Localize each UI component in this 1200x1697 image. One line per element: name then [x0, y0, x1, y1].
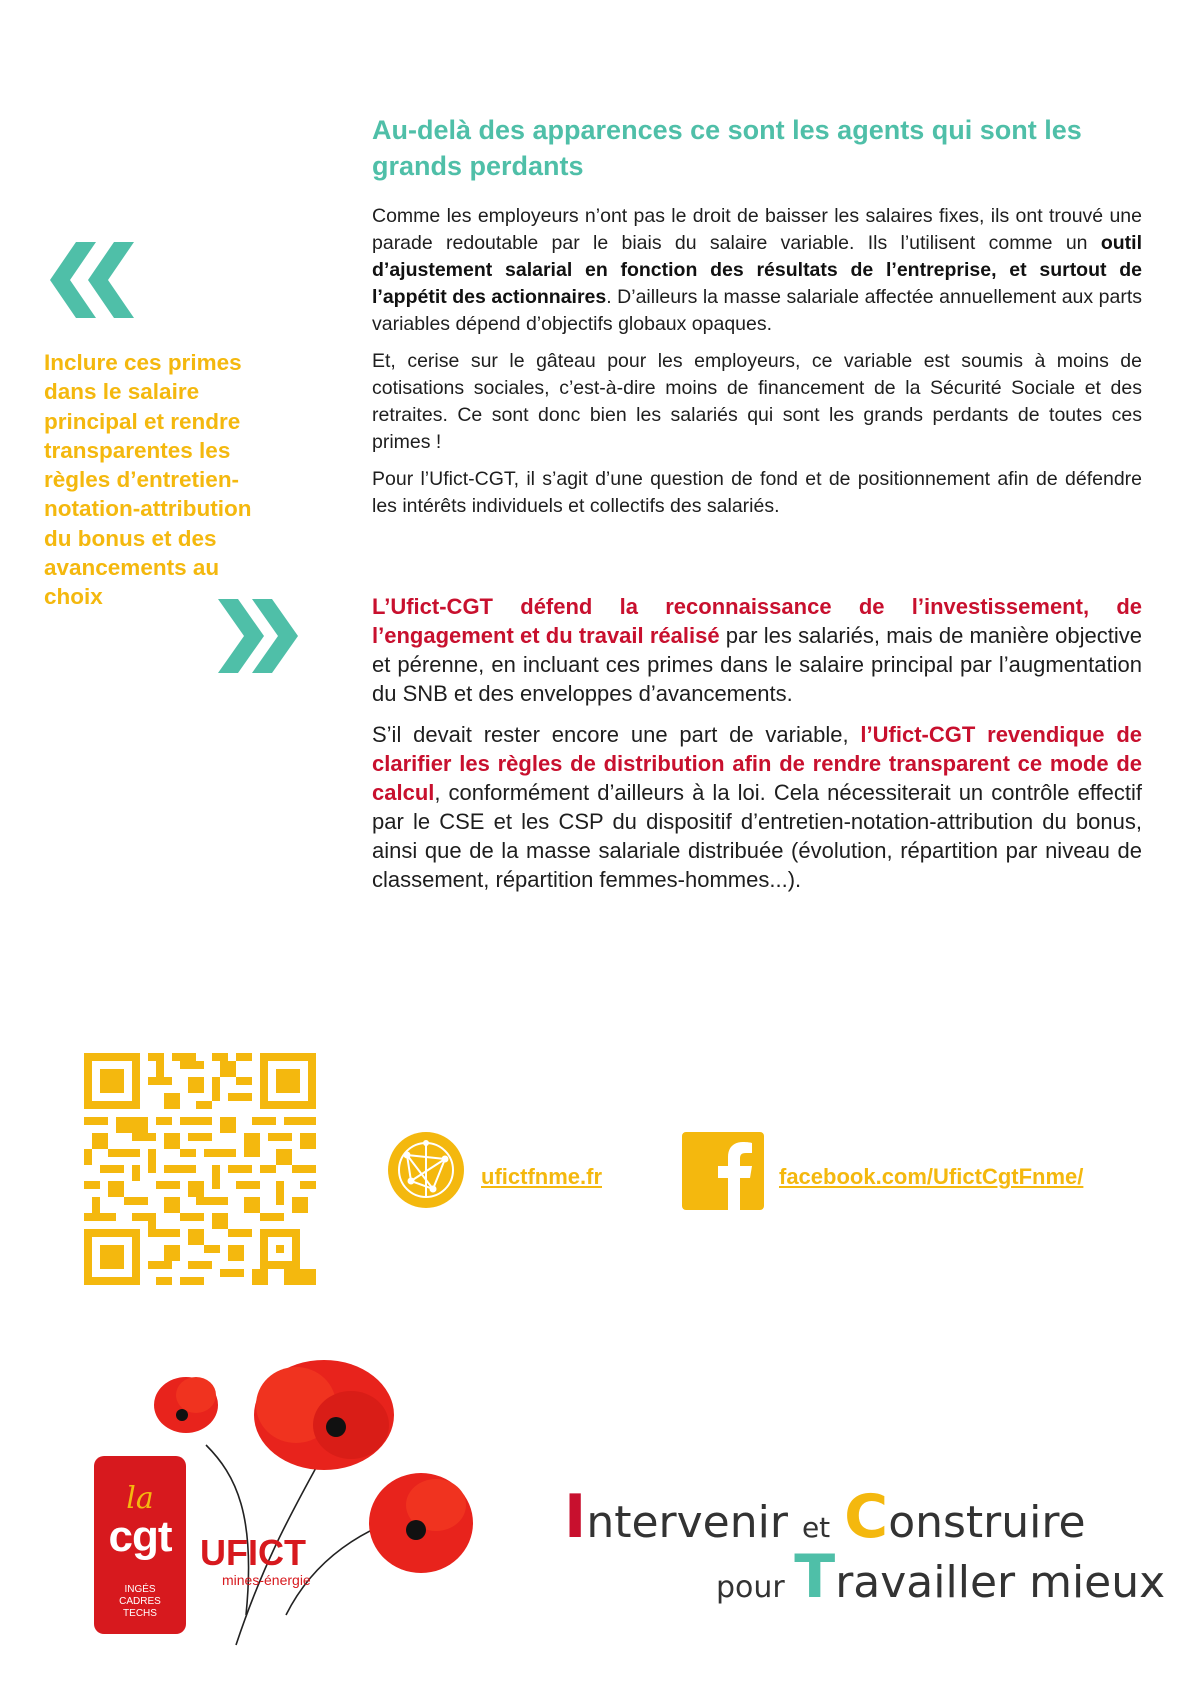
paragraph-recognition — [372, 592, 1142, 708]
slogan-word: ravailler mieux — [835, 1557, 1166, 1608]
globe-network-icon[interactable] — [387, 1131, 465, 1209]
cgt-wordmark: cgt — [108, 1512, 172, 1561]
text-span: Comme les employeurs n’ont pas le droit de baisser les salaires fixes, ils ont trouvé une parade redoutable par le biais du salaire variable. Ils l’utilisent comme un — [372, 205, 1142, 254]
cgt-logo — [94, 1456, 186, 1634]
slogan-connector: et — [801, 1511, 831, 1544]
highlight-text: L’Ufict-CGT défend la reconnaissance de l’investissement, de l’engagement et du travail réalisé — [372, 594, 1142, 648]
open-quote-icon — [48, 240, 138, 330]
cgt-sub-line: CADRES — [119, 1596, 161, 1607]
paragraph-transparency — [372, 720, 1142, 894]
text-span: S’il devait rester encore une part de variable, — [372, 722, 861, 747]
emphasis-text: outil d’ajustement salarial en fonction des résultats de l’entreprise, et surtout de l’appétit des actionnaires — [372, 232, 1142, 308]
cgt-subtitle — [94, 1584, 186, 1620]
slogan-word: ntervenir — [586, 1497, 802, 1548]
highlight-text: l’Ufict-CGT revendique de clarifier les règles de distribution afin de rendre transparent ce mode de calcul — [372, 722, 1142, 805]
article-heading: Au-delà des apparences ce sont les agents qui sont les grands perdants — [372, 115, 1082, 181]
facebook-link[interactable]: facebook.com/UfictCgtFnme/ — [779, 1164, 1084, 1189]
paragraph-cotisations: Et, cerise sur le gâteau pour les employeurs, ce variable est soumis à moins de cotisations sociales, c’est-à-dire moins de financement de la Sécurité Sociale et des retraites. Ce sont donc bien les salariés qui sont les grands perdants de toutes ces primes ! — [372, 350, 1142, 453]
paragraph-salary-variable — [372, 203, 1142, 338]
facebook-icon[interactable] — [682, 1132, 764, 1210]
article-body-claims — [372, 592, 1142, 906]
cgt-sub-line: INGÉS — [124, 1584, 156, 1595]
paragraph-position: Pour l’Ufict-CGT, il s’agit d’une question de fond et de positionnement afin de défendre les intérêts individuels et collectifs des salariés. — [372, 468, 1142, 517]
qr-code[interactable] — [84, 1053, 316, 1285]
slogan-capital: C — [844, 1482, 889, 1552]
text-span: par les salariés, mais de manière objective et pérenne, en incluant ces primes dans le salaire principal par l’augmentation du SNB et des enveloppes d’avancements. — [372, 623, 1143, 706]
website-link[interactable]: ufictfnme.fr — [481, 1164, 602, 1189]
slogan-capital: T — [794, 1542, 836, 1612]
article-body-intro — [372, 203, 1142, 530]
cgt-sub-line: TECHS — [123, 1608, 157, 1619]
close-quote-icon — [216, 597, 300, 675]
cgt-script: la — [126, 1481, 154, 1516]
text-span: , conformément d’ailleurs à la loi. Cela nécessiterait un contrôle effectif par le CSE et les CSP du dispositif d’entretien-notation-attribution du bonus, ainsi que de la masse salariale distribuée (évolution, répartition par niveau de classement, répartition femmes-hommes...). — [372, 780, 1142, 892]
ufict-logo — [200, 1534, 350, 1594]
slogan-capital: I — [564, 1482, 587, 1552]
ufict-wordmark: UFICT — [200, 1532, 306, 1573]
ufict-subtitle: mines-énergie — [222, 1572, 311, 1588]
pull-quote: Inclure ces primes dans le salaire principal et rendre transparentes les règles d’entretien-notation-attribution du bonus et des avancements au choix — [44, 350, 252, 610]
slogan — [560, 1482, 1166, 1622]
slogan-connector: pour — [716, 1570, 795, 1605]
text-span: . D’ailleurs la masse salariale affectée annuellement aux parts variables dépend d’objectifs globaux opaques. — [372, 286, 1142, 335]
slogan-word: onstruire — [888, 1497, 1086, 1548]
slogan-line-2 — [716, 1542, 1165, 1612]
